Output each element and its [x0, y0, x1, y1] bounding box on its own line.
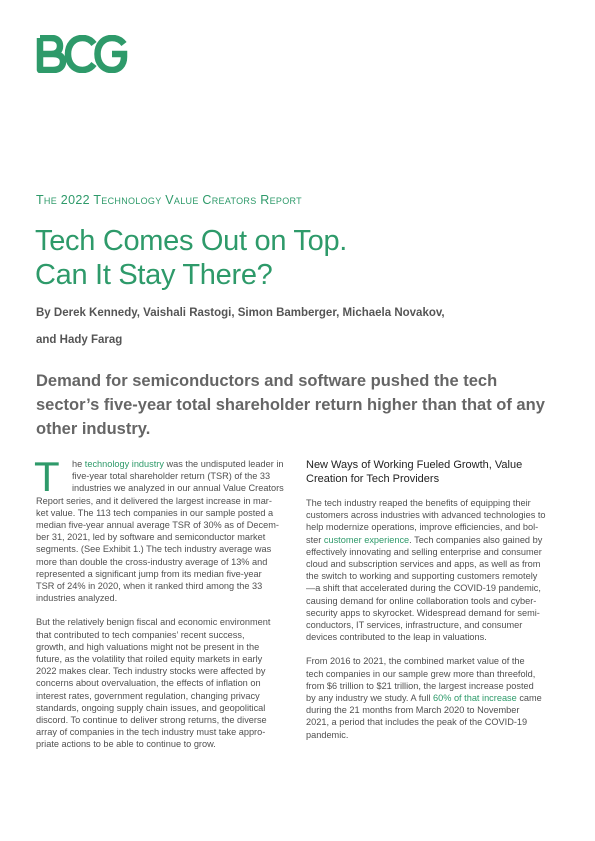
lede — [36, 369, 545, 441]
left-column — [34, 453, 288, 763]
title-line: Can It Stay There? — [35, 259, 273, 291]
text-line: priate actions to be able to continue to grow. — [36, 739, 216, 750]
title-line: Tech Comes Out on Top. — [35, 225, 348, 257]
text-line: concerns about overvaluation, the effects of inflation on — [36, 678, 261, 689]
text-line: cloud and subscription services and apps, as well as from — [306, 559, 541, 570]
text-line: TSR of 24% in 2020, when it ranked third among the 33 — [36, 581, 263, 592]
text-line: five-year total shareholder return (TSR) of the 33 — [72, 471, 271, 482]
text-line: causing demand for online collaboration tools and cyber- — [306, 595, 537, 606]
paragraph — [306, 497, 562, 643]
text-line: that contributed to tech companies’ recent success, — [36, 629, 245, 640]
text-line: security apps to skyrocket. Widespread demand for semi- — [306, 607, 540, 618]
text-line: segments. (See Exhibit 1.) The tech industry average was — [36, 544, 272, 555]
text-line: devices contributed to the leap in valuations. — [306, 632, 487, 643]
text-line: 2022 makes clear. Tech industry stocks were affected by — [36, 666, 266, 677]
section-heading — [306, 459, 522, 486]
text-line: The tech industry reaped the benefits of equipping their — [306, 498, 531, 508]
text-line: tech companies in our sample grew more than threefold, — [306, 668, 536, 679]
text-line: help modernize operations, improve efficiencies, and bol- — [306, 522, 539, 533]
lede-line: Demand for semiconductors and software pushed the tech — [36, 372, 498, 390]
section-heading-line: Creation for Tech Providers — [306, 472, 440, 485]
text-line: pandemic. — [306, 729, 349, 740]
text-line: from $6 trillion to $21 trillion, the largest increase posted — [306, 680, 534, 691]
text-line: standards, ongoing supply chain issues, and geopolitical — [36, 702, 266, 713]
inline-link[interactable]: 60% of that increase — [433, 693, 517, 704]
lede-line: sector’s five-year total shareholder return higher than that of any — [36, 396, 545, 414]
paragraph — [34, 453, 288, 604]
text-line: From 2016 to 2021, the combined market value of the — [306, 656, 525, 667]
text-line: ber 31, 2021, led by software and semiconductor market — [36, 532, 266, 543]
text-line: —a shift that accelerated during the COVID-19 pandemic, — [306, 583, 541, 594]
section-heading-line: New Ways of Working Fueled Growth, Value — [306, 459, 523, 471]
inline-link[interactable]: customer experience — [323, 534, 410, 545]
text-line: 2021, a period that includes the peak of the COVID-19 — [306, 717, 528, 728]
authors — [36, 300, 445, 354]
text-line: industries analyzed. — [36, 593, 118, 604]
text-line: Report series, and it delivered the largest increase in mar- — [36, 495, 272, 506]
paragraph — [306, 655, 562, 740]
text-line: by any industry we study. A full 60% of that increase came — [306, 693, 542, 704]
text-line: he technology industry was the undisputed leader in — [72, 459, 284, 469]
text-line: conductors, IT services, infrastructure, and consumer — [306, 620, 523, 631]
text-line: ster customer experience. Tech companies also gained by — [306, 534, 543, 545]
text-line: interest rates, government regulation, changing privacy — [36, 690, 260, 701]
authors-line: and Hady Farag — [36, 334, 123, 346]
inline-link[interactable]: technology industry — [84, 459, 164, 469]
text-line: customers across industries with advanced technologies to — [306, 510, 546, 521]
text-line: growth, and high valuations might not be present in the — [36, 641, 260, 652]
page-title — [35, 224, 347, 292]
text-line: the switch to working and supporting customers remotely — [306, 571, 538, 582]
paragraph — [36, 616, 288, 750]
text-line: represented a significant jump from its median five-year — [36, 568, 262, 579]
drop-cap: T — [34, 453, 60, 500]
lede-line: other industry. — [36, 420, 151, 438]
report-series: The 2022 Technology Value Creators Report — [36, 193, 302, 207]
text-line: median five-year annual average TSR of 30% as of Decem- — [36, 520, 279, 531]
text-line: ket value. The 113 tech companies in our sample posted a — [36, 507, 274, 518]
right-column — [306, 497, 562, 753]
text-line: future, as the volatility that roiled equity markets in early — [36, 654, 263, 665]
text-line: during the 21 months from March 2020 to November — [306, 705, 520, 716]
text-line: industries we analyzed in our annual Value Creators — [72, 483, 284, 494]
text-line: discord. To continue to deliver strong returns, the diverse — [36, 715, 267, 726]
authors-line: By Derek Kennedy, Vaishali Rastogi, Simon Bamberger, Michaela Novakov, — [36, 307, 445, 319]
text-line: more than double the cross-industry average of 13% and — [36, 556, 268, 567]
bcg-logo — [36, 35, 128, 73]
text-line: effectively innovating and selling enterprise and consumer — [306, 546, 542, 557]
text-line: But the relatively benign fiscal and economic environment — [36, 617, 271, 628]
text-line: array of companies in the tech industry must take appro- — [36, 727, 266, 738]
